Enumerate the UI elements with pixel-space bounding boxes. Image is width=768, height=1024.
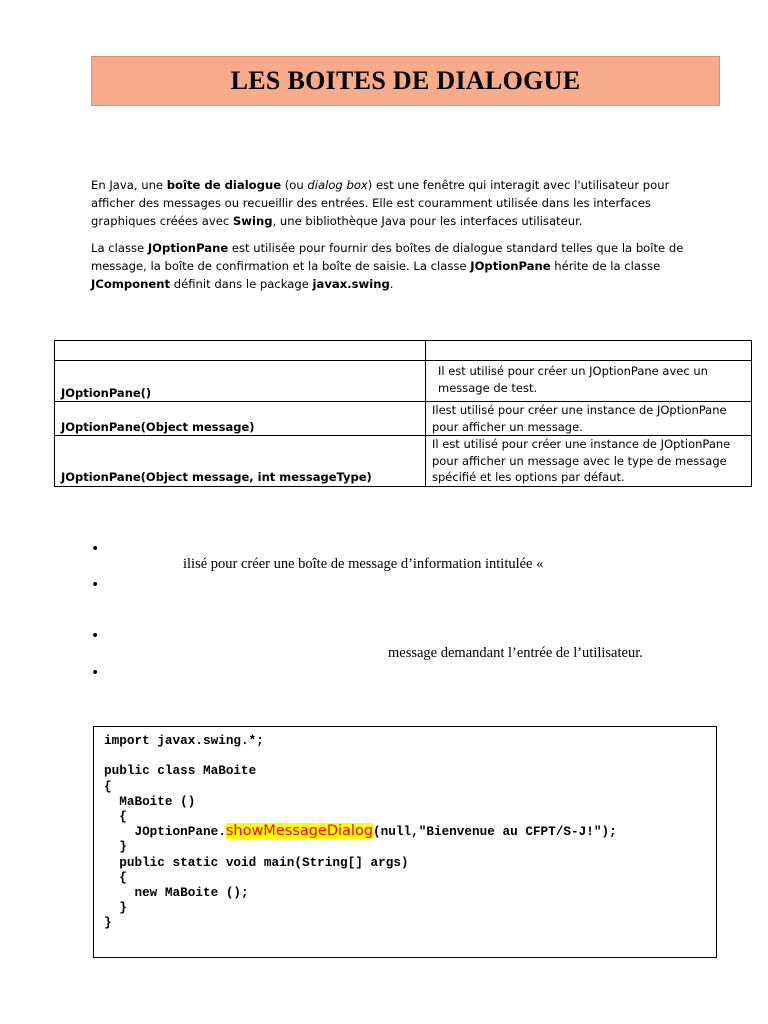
intro-p1-text: En Java, une — [91, 178, 167, 192]
intro-p2-class-name: JOptionPane — [147, 241, 229, 255]
intro-p2-text: est utilisée pour fournir des boîtes de dialogue standard telles que la boîte de message, la boîte de confirmation et la boîte de saisie. La classe — [91, 241, 684, 273]
intro-p2-text: définit dans le package — [170, 277, 313, 291]
intro-p2-text: hérite de la classe — [550, 259, 661, 273]
code-line: } — [104, 839, 127, 855]
code-line: { — [104, 809, 127, 825]
bullet-text-fragment: ilisé pour créer une boîte de message d’information intitulée « — [183, 556, 544, 572]
code-line: import javax.swing.*; — [104, 733, 264, 748]
intro-p2-package: javax.swing — [312, 277, 390, 291]
code-line: public static void main(String[] args) — [104, 854, 409, 870]
code-text: (null,"Bienvenue au CFPT/S-J!"); — [373, 824, 617, 840]
highlighted-method: showMessageDialog — [225, 823, 374, 840]
code-block — [104, 733, 706, 931]
bullet-marker: • — [91, 541, 100, 557]
code-line: { — [104, 869, 127, 885]
description-cell: Il est utilisé pour créer un JOptionPane avec un message de test. — [426, 361, 752, 402]
bullet-marker: • — [91, 628, 100, 644]
intro-p1-italic-term: dialog box — [307, 178, 368, 192]
constructor-cell: JOptionPane() — [55, 361, 426, 402]
intro-paragraph-1 — [91, 176, 681, 230]
intro-p1-text: (ou — [281, 178, 308, 192]
code-line: } — [104, 900, 127, 916]
bullet-marker: • — [91, 665, 100, 681]
table-row — [55, 361, 752, 402]
table-header-cell — [55, 341, 426, 361]
intro-p1-text: , une bibliothèque Java pour les interfaces utilisateur. — [272, 214, 583, 228]
intro-p1-bold-term: boîte de dialogue — [166, 178, 282, 192]
intro-p2-class-name: JOptionPane — [470, 259, 551, 273]
intro-p2-parent-class: JComponent — [91, 277, 171, 291]
table-header-row — [55, 341, 752, 361]
code-line: } — [104, 915, 112, 931]
code-line — [104, 748, 706, 763]
code-line: public class MaBoite — [104, 763, 257, 779]
code-line: MaBoite () — [104, 793, 196, 809]
intro-paragraph-2 — [91, 239, 691, 293]
bullet-text-fragment: message demandant l’entrée de l’utilisateur. — [388, 645, 643, 661]
code-text: JOptionPane. — [104, 824, 226, 840]
code-listing — [93, 726, 717, 958]
constructors-table — [54, 340, 752, 487]
intro-p1-bold-swing: Swing — [232, 214, 273, 228]
table-header-cell — [426, 341, 752, 361]
description-cell: Il est utilisé pour créer une instance de JOptionPane pour afficher un message avec le type de message spécifié et les options par défaut. — [426, 436, 752, 487]
code-line — [104, 824, 706, 839]
page-title: LES BOITES DE DIALOGUE — [91, 56, 720, 106]
code-line: { — [104, 778, 112, 794]
intro-p2-text: La classe — [91, 241, 148, 255]
intro-p2-text: . — [389, 277, 394, 291]
intro-p1-text: ) est une fenêtre qui interagit avec l'utilisateur pour afficher des messages ou recueillir des entrées. Elle est couramment utilisée dans les interfaces graphiques créées avec — [91, 178, 670, 228]
constructor-cell: JOptionPane(Object message) — [55, 402, 426, 436]
bullet-marker: • — [91, 577, 100, 593]
table-row — [55, 436, 752, 487]
table-row — [55, 402, 752, 436]
code-line: new MaBoite (); — [104, 885, 249, 901]
description-cell: Ilest utilisé pour créer une instance de JOptionPane pour afficher un message. — [426, 402, 752, 436]
constructor-cell: JOptionPane(Object message, int messageType) — [55, 436, 426, 487]
